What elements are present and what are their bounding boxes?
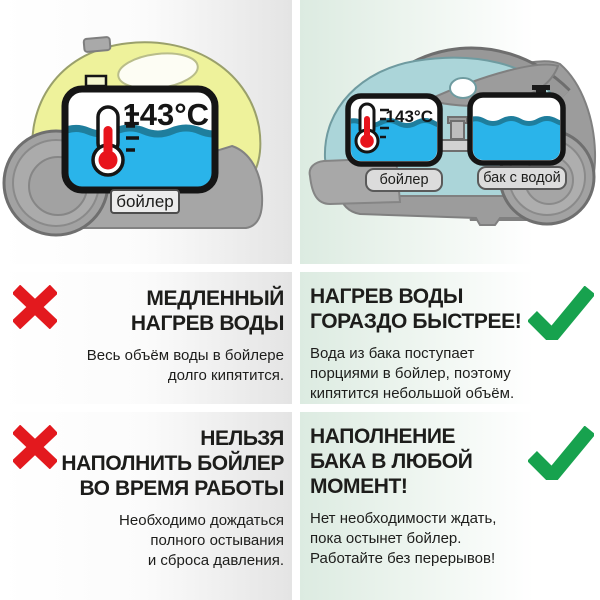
boiler-label: бойлер (379, 172, 429, 188)
section-body: Весь объём воды в бойлере долго кипятится. (86, 347, 284, 384)
section-cannot-refill (0, 412, 292, 600)
section-heading: НАГРЕВ ВОДЫ ГОРАЗДО БЫСТРЕЕ! (310, 285, 522, 333)
temperature-value: 143°C (122, 97, 209, 132)
water-line (466, 119, 574, 124)
illustration-boiler-cleaner (0, 0, 292, 264)
section-heading: НАПОЛНЕНИЕ БАКА В ЛЮБОЙ МОМЕНТ! (310, 425, 473, 498)
steam-cleaner-yellow-drawing (0, 0, 292, 264)
water-tank-diagram (466, 85, 574, 189)
section-heading: НЕЛЬЗЯ НАПОЛНИТЬ БОЙЛЕР ВО ВРЕМЯ РАБОТЫ (61, 427, 284, 500)
tank-cap (532, 85, 550, 90)
temperature-value: 143°C (385, 107, 433, 126)
section-body: Нет необходимости ждать, пока остынет бойлер. Работайте без перерывов! (310, 510, 497, 567)
section-refill-anytime (300, 412, 600, 600)
tank-label: бак с водой (483, 170, 561, 186)
vent (86, 76, 106, 86)
handle-hole (450, 78, 476, 98)
section-body: Вода из бака поступает порциями в бойлер, поэтому кипятится небольшой объём. (310, 345, 515, 402)
steam-cleaner-teal-drawing (300, 0, 600, 264)
illustration-tank-cleaner (300, 0, 600, 264)
section-fast-heating (300, 272, 600, 404)
section-body: Необходимо дождаться полного остывания и сброса давления. (119, 512, 284, 569)
section-slow-heating (0, 272, 292, 404)
boiler-label: бойлер (116, 192, 174, 211)
section-heading: МЕДЛЕННЫЙ НАГРЕВ ВОДЫ (130, 287, 284, 335)
top-cap (84, 37, 111, 52)
